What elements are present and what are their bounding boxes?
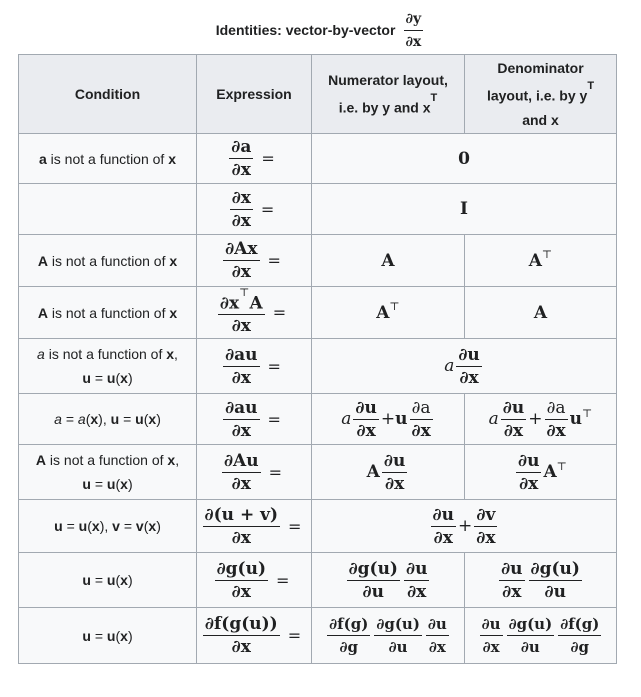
condition-cell bbox=[19, 553, 197, 608]
cond-text: ( bbox=[115, 572, 121, 588]
cond-text: is not a function of bbox=[46, 150, 169, 167]
cond-line bbox=[19, 366, 196, 390]
result-numerator: ∂u bbox=[501, 558, 523, 579]
expr-denominator: ∂x bbox=[231, 160, 251, 180]
result-denominator: ∂x bbox=[407, 581, 427, 602]
expression-cell bbox=[197, 500, 312, 553]
header-denominator-line2-text: layout, i.e. by y bbox=[486, 87, 588, 104]
cond-var: a bbox=[54, 411, 62, 427]
cond-var: u bbox=[110, 411, 120, 427]
condition-cell bbox=[19, 608, 197, 664]
result-denominator: ∂u bbox=[520, 638, 540, 656]
result-denominator: ∂g bbox=[570, 638, 590, 656]
result-denominator: ∂x bbox=[428, 638, 446, 656]
result-numerator: ∂a bbox=[546, 397, 566, 418]
cond-var: x bbox=[120, 370, 128, 386]
expr-denominator: ∂x bbox=[231, 316, 251, 337]
result-denominator: ∂x bbox=[384, 473, 405, 494]
numerator-result-cell bbox=[312, 235, 465, 287]
header-numerator-line2 bbox=[312, 92, 464, 120]
expression-cell bbox=[197, 553, 312, 608]
plus-sign: + bbox=[380, 409, 396, 429]
cond-text: = bbox=[90, 627, 107, 644]
result-denominator: ∂x bbox=[482, 638, 500, 656]
cond-text: ) bbox=[127, 627, 133, 644]
cond-text: , bbox=[175, 452, 180, 468]
header-denominator-layout bbox=[465, 55, 617, 134]
header-numerator-layout bbox=[312, 55, 465, 134]
expr-numerator bbox=[218, 285, 265, 316]
result-cell bbox=[312, 500, 617, 553]
table-row bbox=[19, 184, 617, 235]
expr-denominator: ∂x bbox=[231, 527, 251, 548]
plus-sign: + bbox=[528, 409, 543, 429]
cond-text: is not a function of bbox=[44, 346, 167, 362]
equals-sign: = bbox=[260, 199, 275, 219]
condition-cell bbox=[19, 287, 197, 339]
transpose-sup: ⊤ bbox=[541, 248, 553, 261]
header-numerator-line1: Numerator layout, bbox=[328, 72, 448, 89]
cond-text: ), bbox=[99, 518, 113, 534]
result-value: 0 bbox=[458, 148, 470, 169]
equals-sign: = bbox=[276, 570, 290, 590]
numerator-result-cell bbox=[312, 394, 465, 445]
condition-cell bbox=[19, 500, 197, 553]
cond-var: x bbox=[169, 252, 178, 269]
caption-fraction bbox=[403, 9, 423, 52]
expr-denominator: ∂x bbox=[231, 367, 251, 388]
cond-text: = bbox=[119, 411, 136, 427]
result-numerator: ∂u bbox=[355, 397, 377, 418]
condition-cell bbox=[19, 235, 197, 287]
transpose-sup: ⊤ bbox=[389, 300, 400, 313]
header-row bbox=[19, 55, 617, 134]
result-denominator: ∂x bbox=[433, 527, 453, 548]
cond-text: ( bbox=[143, 518, 149, 534]
cond-text: is not a function of bbox=[47, 252, 170, 269]
cond-var: v bbox=[135, 518, 144, 534]
equals-sign: = bbox=[267, 356, 281, 376]
equals-sign: = bbox=[267, 251, 281, 270]
expr-numerator: ∂g(u) bbox=[216, 558, 266, 579]
table-row bbox=[19, 553, 617, 608]
condition-cell bbox=[19, 445, 197, 500]
result-numerator: ∂a bbox=[411, 397, 431, 418]
cond-var: x bbox=[91, 518, 100, 534]
result-denominator: ∂u bbox=[388, 638, 408, 656]
header-expression: Expression bbox=[197, 55, 312, 134]
result-numerator: ∂u bbox=[432, 504, 454, 525]
header-condition: Condition bbox=[19, 55, 197, 134]
cond-var: u bbox=[82, 370, 91, 386]
cond-line bbox=[19, 342, 196, 366]
expr-numerator: ∂Au bbox=[223, 450, 259, 471]
expression-cell bbox=[197, 339, 312, 394]
cond-text: ) bbox=[127, 476, 133, 492]
result-numerator: ∂f(g) bbox=[558, 614, 601, 636]
cond-var: a bbox=[39, 150, 47, 167]
result-numerator: ∂g(u) bbox=[374, 614, 422, 636]
result-scalar: a bbox=[444, 356, 455, 376]
expr-denominator: ∂x bbox=[231, 637, 251, 657]
expression-cell bbox=[197, 184, 312, 235]
expression-cell bbox=[197, 608, 312, 664]
result-denominator: ∂x bbox=[503, 420, 524, 441]
cond-var: u bbox=[106, 476, 116, 492]
result-denominator: ∂u bbox=[544, 581, 566, 602]
transpose-sup: ⊤ bbox=[556, 459, 567, 473]
result-numerator: ∂u bbox=[458, 344, 480, 365]
cond-text: = bbox=[90, 370, 107, 386]
cond-text: ) bbox=[127, 370, 133, 386]
cond-var: v bbox=[112, 518, 120, 534]
header-denominator-line3: and x bbox=[522, 111, 559, 128]
transpose-sup: ⊤ bbox=[582, 406, 593, 420]
header-denominator-line2 bbox=[465, 80, 616, 108]
result-matrix: A bbox=[366, 462, 380, 482]
cond-var: x bbox=[90, 411, 99, 427]
numerator-result-cell bbox=[312, 287, 465, 339]
denominator-result-cell bbox=[465, 235, 617, 287]
cond-text: ) bbox=[156, 411, 161, 427]
caption-numerator: ∂y bbox=[404, 9, 424, 31]
cond-text: = bbox=[61, 411, 78, 427]
cond-text: = bbox=[62, 518, 79, 534]
expr-numerator: ∂Ax bbox=[225, 239, 258, 259]
table-row bbox=[19, 500, 617, 553]
result-denominator: ∂g bbox=[339, 638, 358, 656]
equals-sign: = bbox=[267, 409, 281, 429]
cond-text: is not a function of bbox=[47, 304, 170, 321]
expr-numerator: ∂au bbox=[225, 344, 258, 365]
cond-var: a bbox=[77, 411, 86, 427]
cond-var: u bbox=[106, 572, 116, 588]
expr-denominator: ∂x bbox=[231, 420, 251, 441]
result-scalar: a bbox=[488, 409, 499, 429]
cond-var: u bbox=[82, 476, 91, 492]
result-vector: u bbox=[569, 409, 583, 429]
result-vector: u bbox=[395, 409, 408, 429]
condition-cell bbox=[19, 134, 197, 184]
expr-denominator: ∂x bbox=[231, 210, 251, 231]
table-row bbox=[19, 287, 617, 339]
denominator-result-cell bbox=[465, 445, 617, 500]
cond-var: A bbox=[37, 252, 48, 269]
cond-var: x bbox=[120, 572, 128, 588]
identities-table bbox=[18, 54, 617, 664]
result-value: A bbox=[376, 302, 390, 323]
expression-cell bbox=[197, 287, 312, 339]
cond-line bbox=[19, 472, 196, 496]
transpose-sup: ⊤ bbox=[239, 285, 250, 299]
numerator-result-cell bbox=[312, 553, 465, 608]
cond-var: A bbox=[35, 452, 47, 468]
cond-var: u bbox=[135, 411, 144, 427]
caption-text: Identities: vector-by-vector bbox=[215, 22, 396, 38]
result-numerator: ∂f(g) bbox=[327, 614, 370, 636]
denominator-result-cell bbox=[465, 287, 617, 339]
cond-text: = bbox=[119, 518, 136, 534]
cond-var: x bbox=[166, 346, 175, 362]
cond-text: = bbox=[90, 572, 107, 588]
result-matrix: A bbox=[543, 462, 557, 482]
cond-var: x bbox=[148, 518, 157, 534]
expr-numerator: ∂x bbox=[231, 187, 251, 208]
result-denominator: ∂x bbox=[476, 527, 496, 548]
result-denominator: ∂x bbox=[411, 420, 431, 441]
expr-numerator: ∂f(g(u)) bbox=[204, 614, 278, 634]
result-numerator: ∂u bbox=[502, 397, 525, 418]
table-row bbox=[19, 134, 617, 184]
header-denominator-line1: Denominator bbox=[497, 60, 584, 77]
cond-var: x bbox=[167, 452, 176, 468]
cond-text: ( bbox=[85, 411, 91, 427]
equals-sign: = bbox=[268, 462, 283, 482]
table-row bbox=[19, 394, 617, 445]
cond-text: ( bbox=[87, 518, 92, 534]
condition-cell bbox=[19, 394, 197, 445]
equals-sign: = bbox=[261, 149, 275, 168]
result-scalar: a bbox=[341, 409, 352, 429]
result-cell bbox=[312, 134, 617, 184]
cond-text: = bbox=[90, 476, 107, 492]
table-row bbox=[19, 608, 617, 664]
cond-text: ) bbox=[127, 572, 133, 588]
caption-denominator: ∂x bbox=[405, 33, 422, 50]
result-denominator: ∂x bbox=[502, 581, 522, 602]
result-numerator: ∂u bbox=[426, 614, 449, 636]
result-numerator: ∂u bbox=[480, 614, 503, 636]
cond-text: , bbox=[174, 346, 178, 362]
denominator-result-cell bbox=[465, 394, 617, 445]
expr-numerator: ∂(u + v) bbox=[204, 504, 279, 525]
equals-sign: = bbox=[272, 303, 287, 322]
expression-cell bbox=[197, 134, 312, 184]
cond-text: ( bbox=[115, 370, 121, 386]
expr-numerator: ∂a bbox=[231, 137, 252, 157]
expr-num-part: A bbox=[249, 293, 263, 314]
expr-num-part: ∂x bbox=[219, 293, 240, 314]
header-denominator-sup: T bbox=[587, 80, 595, 93]
cond-text: ) bbox=[156, 518, 161, 534]
cond-text: is not a function of bbox=[46, 452, 168, 468]
expression-cell bbox=[197, 235, 312, 287]
numerator-result-cell bbox=[312, 608, 465, 664]
result-denominator: ∂x bbox=[459, 367, 479, 388]
result-value: A bbox=[528, 250, 542, 271]
cond-var: u bbox=[54, 518, 63, 534]
result-value: A bbox=[381, 250, 395, 271]
expr-denominator: ∂x bbox=[231, 581, 251, 602]
condition-cell bbox=[19, 184, 197, 235]
equals-sign: = bbox=[287, 626, 302, 645]
cond-line bbox=[19, 448, 196, 472]
table-caption bbox=[0, 6, 641, 54]
result-value: I bbox=[460, 199, 468, 219]
cond-var: A bbox=[37, 304, 48, 321]
expression-cell bbox=[197, 445, 312, 500]
numerator-result-cell bbox=[312, 445, 465, 500]
result-numerator: ∂u bbox=[517, 450, 540, 471]
expr-numerator: ∂au bbox=[225, 397, 258, 418]
cond-var: u bbox=[82, 572, 91, 588]
result-denominator: ∂u bbox=[362, 581, 384, 602]
expr-denominator: ∂x bbox=[231, 473, 251, 494]
result-numerator: ∂u bbox=[405, 558, 428, 579]
cond-var: u bbox=[106, 627, 116, 644]
result-value: A bbox=[533, 302, 548, 323]
cond-var: x bbox=[148, 411, 157, 427]
cond-var: a bbox=[37, 346, 45, 362]
header-numerator-sup: T bbox=[430, 92, 438, 105]
cond-text: ), bbox=[98, 411, 111, 427]
condition-cell bbox=[19, 339, 197, 394]
table-row bbox=[19, 235, 617, 287]
cond-var: u bbox=[78, 518, 88, 534]
result-numerator: ∂g(u) bbox=[530, 558, 580, 579]
header-numerator-line2-text: i.e. by y and x bbox=[338, 99, 431, 116]
denominator-result-cell bbox=[465, 553, 617, 608]
result-cell bbox=[312, 184, 617, 235]
cond-var: x bbox=[120, 627, 128, 644]
result-cell bbox=[312, 339, 617, 394]
result-denominator: ∂x bbox=[546, 420, 566, 441]
cond-var: u bbox=[106, 370, 116, 386]
table-row bbox=[19, 339, 617, 394]
expr-denominator: ∂x bbox=[231, 262, 251, 282]
cond-text: ( bbox=[115, 627, 121, 644]
denominator-result-cell bbox=[465, 608, 617, 664]
cond-text: ( bbox=[115, 476, 121, 492]
expression-cell bbox=[197, 394, 312, 445]
plus-sign: + bbox=[457, 516, 473, 536]
result-denominator: ∂x bbox=[356, 420, 376, 441]
table-row bbox=[19, 445, 617, 500]
cond-var: u bbox=[82, 627, 91, 644]
result-numerator: ∂g(u) bbox=[348, 558, 398, 579]
result-denominator: ∂x bbox=[519, 473, 539, 494]
cond-var: x bbox=[169, 304, 178, 321]
cond-var: x bbox=[120, 476, 128, 492]
cond-text: ( bbox=[143, 411, 149, 427]
cond-var: x bbox=[168, 150, 176, 167]
result-numerator: ∂g(u) bbox=[507, 614, 555, 636]
result-numerator: ∂v bbox=[476, 504, 496, 525]
equals-sign: = bbox=[288, 516, 302, 536]
result-numerator: ∂u bbox=[383, 450, 406, 471]
